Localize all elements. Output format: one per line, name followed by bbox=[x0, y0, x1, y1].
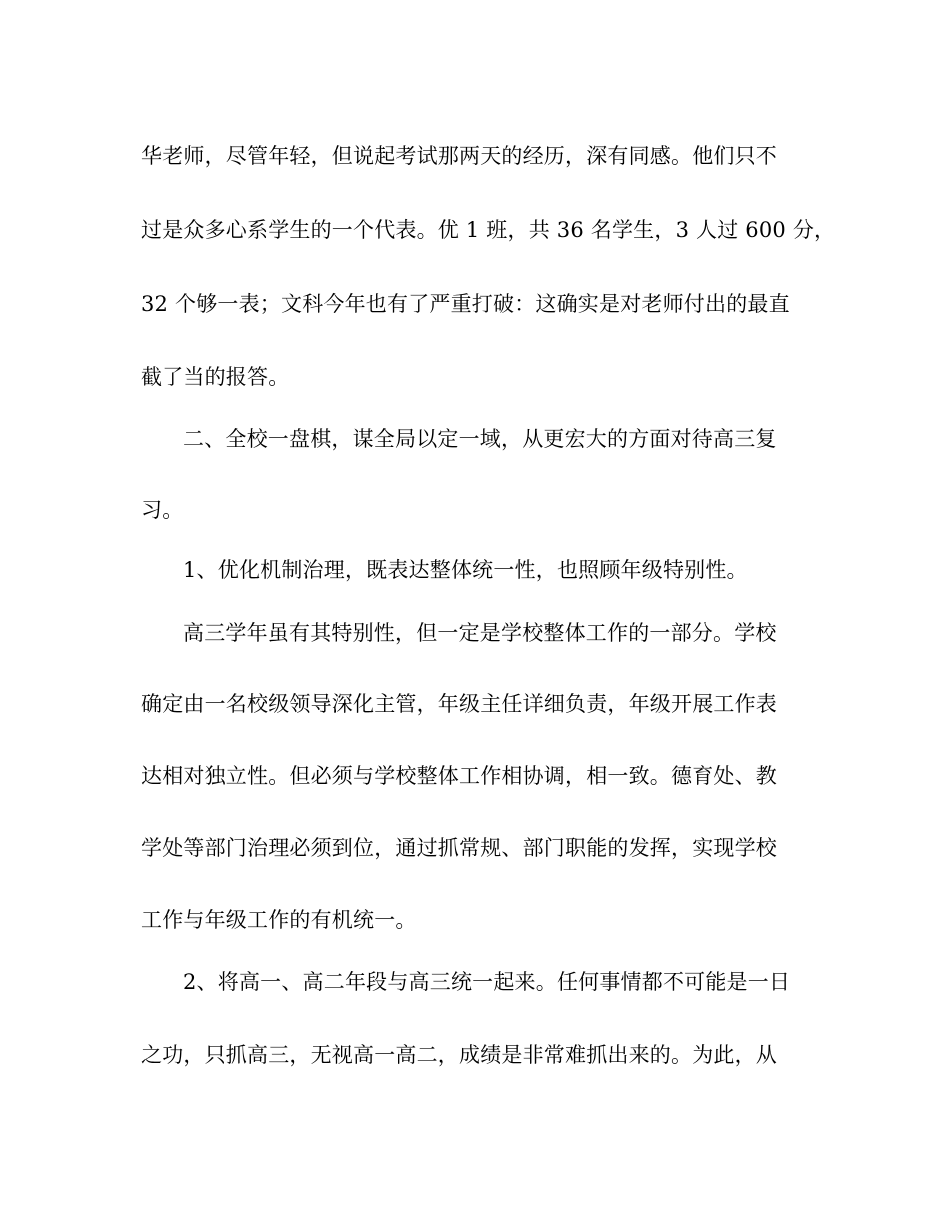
paragraph-line: 达相对独立性。但必须与学校整体工作相协调，相一致。德育处、教 bbox=[141, 764, 777, 788]
section-heading-continued: 习。 bbox=[141, 498, 184, 522]
paragraph-line: 华老师，尽管年轻，但说起考试那两天的经历，深有同感。他们只不 bbox=[141, 144, 777, 168]
paragraph-line: 过是众多心系学生的一个代表。优 1 班，共 36 名学生，3 人过 600 分， bbox=[141, 218, 836, 242]
subsection-heading: 2、将高一、高二年段与高三统一起来。任何事情都不可能是一日 bbox=[183, 970, 791, 994]
paragraph-line: 32 个够一表；文科今年也有了严重打破：这确实是对老师付出的最直 bbox=[141, 292, 790, 316]
subsection-heading: 1、优化机制治理，既表达整体统一性，也照顾年级特别性。 bbox=[183, 558, 748, 582]
section-heading: 二、全校一盘棋，谋全局以定一域，从更宏大的方面对待高三复 bbox=[183, 427, 777, 451]
paragraph-line: 截了当的报答。 bbox=[141, 365, 290, 389]
paragraph-line: 学处等部门治理必须到位，通过抓常规、部门职能的发挥，实现学校 bbox=[141, 836, 777, 860]
paragraph-line: 工作与年级工作的有机统一。 bbox=[141, 908, 417, 932]
paragraph-line: 确定由一名校级领导深化主管，年级主任详细负责，年级开展工作表 bbox=[141, 692, 777, 716]
paragraph-line: 高三学年虽有其特别性，但一定是学校整体工作的一部分。学校 bbox=[183, 621, 777, 645]
paragraph-line: 之功，只抓高三，无视高一高二，成绩是非常难抓出来的。为此，从 bbox=[141, 1043, 777, 1067]
